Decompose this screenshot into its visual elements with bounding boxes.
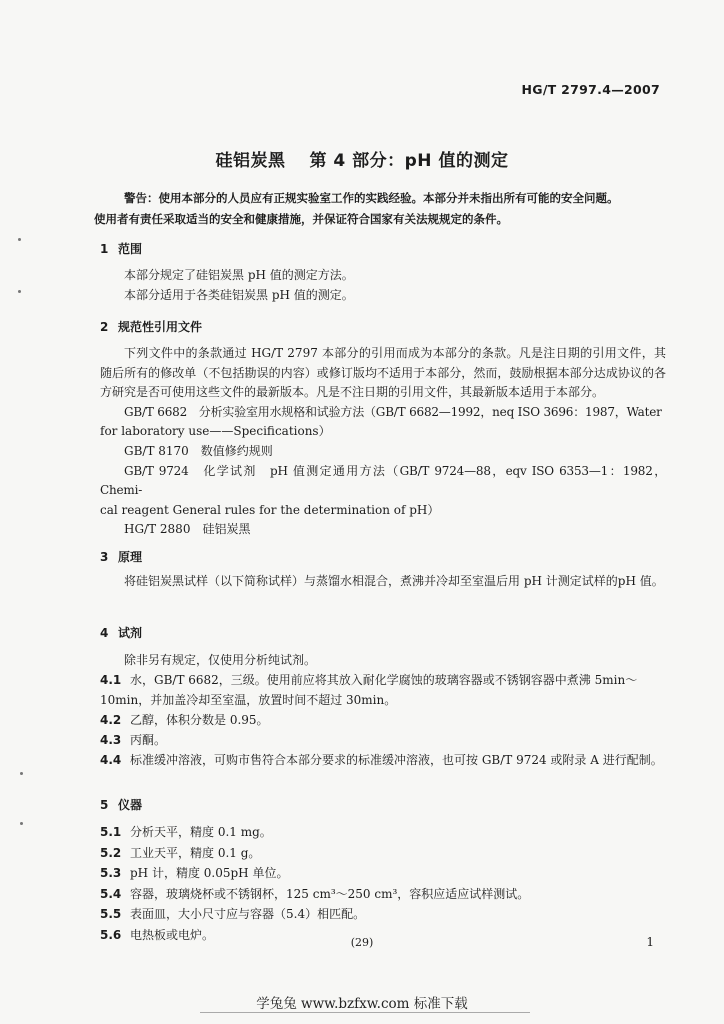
section-5-heading <box>100 796 142 813</box>
paragraph: 本部分适用于各类硅铝炭黑 pH 值的测定。 <box>124 287 354 302</box>
list-item <box>100 710 666 730</box>
item-number: 5.2 <box>100 845 122 860</box>
item-number: 4.4 <box>100 753 122 767</box>
section-number: 2 <box>100 320 109 334</box>
list-item <box>100 843 666 864</box>
section-title: 试剂 <box>118 626 143 640</box>
item-text: 水，GB/T 6682，三级。使用前应将其放入耐化学腐蚀的玻璃容器或不锈钢容器中煮沸 5min～10min，并加盖冷却至室温，放置时间不超过 30min。 <box>100 673 638 707</box>
section-number: 4 <box>100 626 109 640</box>
item-number: 5.6 <box>100 927 122 942</box>
section-number: 5 <box>100 798 109 812</box>
section-number: 3 <box>100 550 109 564</box>
item-number: 5.4 <box>100 886 122 901</box>
scan-speck <box>18 290 21 293</box>
item-text: 容器，玻璃烧杯或不锈钢杯，125 cm³～250 cm³，容积应适应试样测试。 <box>130 886 530 901</box>
item-number: 4.2 <box>100 713 122 727</box>
section-1-heading <box>100 240 142 257</box>
paragraph: 本部分规定了硅铝炭黑 pH 值的测定方法。 <box>124 268 354 282</box>
warning-line-2: 使用者有责任采取适当的安全和健康措施，并保证符合国家有关法规规定的条件。 <box>94 212 508 226</box>
item-number: 5.3 <box>100 866 122 880</box>
section-title: 规范性引用文件 <box>118 320 203 334</box>
document-title: 硅铝炭黑 第 4 部分：pH 值的测定 <box>215 151 509 171</box>
section-number: 1 <box>100 242 109 256</box>
item-text: 表面皿，大小尺寸应与容器（5.4）相匹配。 <box>130 907 366 921</box>
item-number: 5.5 <box>100 907 122 921</box>
item-text: 乙醇，体积分数是 0.95。 <box>130 713 269 727</box>
list-item <box>100 822 666 843</box>
list-item <box>100 750 666 770</box>
item-text: 工业天平，精度 0.1 g。 <box>130 845 261 860</box>
section-title: 范围 <box>118 242 143 256</box>
item-text: 电热板或电炉。 <box>130 927 215 942</box>
item-number: 5.1 <box>100 825 122 839</box>
paragraph: 除非另有规定，仅使用分析纯试剂。 <box>124 653 317 667</box>
section-3-heading <box>100 548 142 565</box>
standard-code: HG/T 2797.4—2007 <box>521 82 660 97</box>
reference-line: GB/T 8170 数值修约规则 <box>124 443 273 458</box>
list-item <box>100 884 666 905</box>
reference-line: for laboratory use——Specifications） <box>100 424 331 439</box>
paragraph: 下列文件中的条款通过 HG/T 2797 本部分的引用而成为本部分的条款。凡是注日期的引用文件，其随后所有的修改单（不包括勘误的内容）或修订版均不适用于本部分，然而，鼓励根据本部分达成协议的各方研究是否可使用这些文件的最新版本。凡是不注日期的引用文件，其最新版本适用于本部分。 <box>100 346 666 400</box>
item-text: 分析天平，精度 0.1 mg。 <box>130 825 272 839</box>
footer-page-code: (29) <box>350 936 374 949</box>
section-2-heading <box>100 318 202 335</box>
section-1-body <box>100 266 666 305</box>
item-number: 4.3 <box>100 733 122 747</box>
footer-page-number: 1 <box>646 935 654 949</box>
section-2-body <box>100 344 666 540</box>
watermark-text: 学兔兔 www.bzfxw.com 标准下载 <box>256 996 468 1012</box>
reference-line: cal reagent General rules for the determination of pH） <box>100 502 440 517</box>
scan-speck <box>20 772 23 775</box>
warning-block <box>94 188 666 230</box>
section-4-heading <box>100 624 142 641</box>
bottom-divider <box>200 1012 530 1013</box>
list-item <box>100 863 666 884</box>
reference-line: HG/T 2880 硅铝炭黑 <box>124 522 251 537</box>
item-number: 4.1 <box>100 673 122 687</box>
section-title: 原理 <box>118 550 143 564</box>
list-item <box>100 670 666 710</box>
section-5-body <box>100 822 666 945</box>
scan-speck <box>20 822 23 825</box>
item-text: 标准缓冲溶液，可购市售符合本部分要求的标准缓冲溶液，也可按 GB/T 9724 或附录 A 进行配制。 <box>130 753 663 767</box>
scan-speck <box>18 238 21 241</box>
item-text: 丙酮。 <box>130 733 167 747</box>
reference-line: GB/T 9724 化学试剂 pH 值测定通用方法（GB/T 9724—88，eqv ISO 6353—1：1982，Chemi- <box>100 463 666 498</box>
section-3-body <box>100 572 666 592</box>
warning-line-1: 警告：使用本部分的人员应有正规实验室工作的实践经验。本部分并未指出所有可能的安全问题。 <box>124 191 619 205</box>
list-item <box>100 904 666 925</box>
reference-line: GB/T 6682 分析实验室用水规格和试验方法（GB/T 6682—1992，neq ISO 3696：1987，Water <box>124 404 662 419</box>
item-text: pH 计，精度 0.05pH 单位。 <box>130 866 289 880</box>
section-4-body <box>100 650 666 770</box>
paragraph: 将硅铝炭黑试样（以下简称试样）与蒸馏水相混合，煮沸并冷却至室温后用 pH 计测定试样的pH 值。 <box>124 574 664 588</box>
list-item <box>100 730 666 750</box>
section-title: 仪器 <box>118 798 143 812</box>
